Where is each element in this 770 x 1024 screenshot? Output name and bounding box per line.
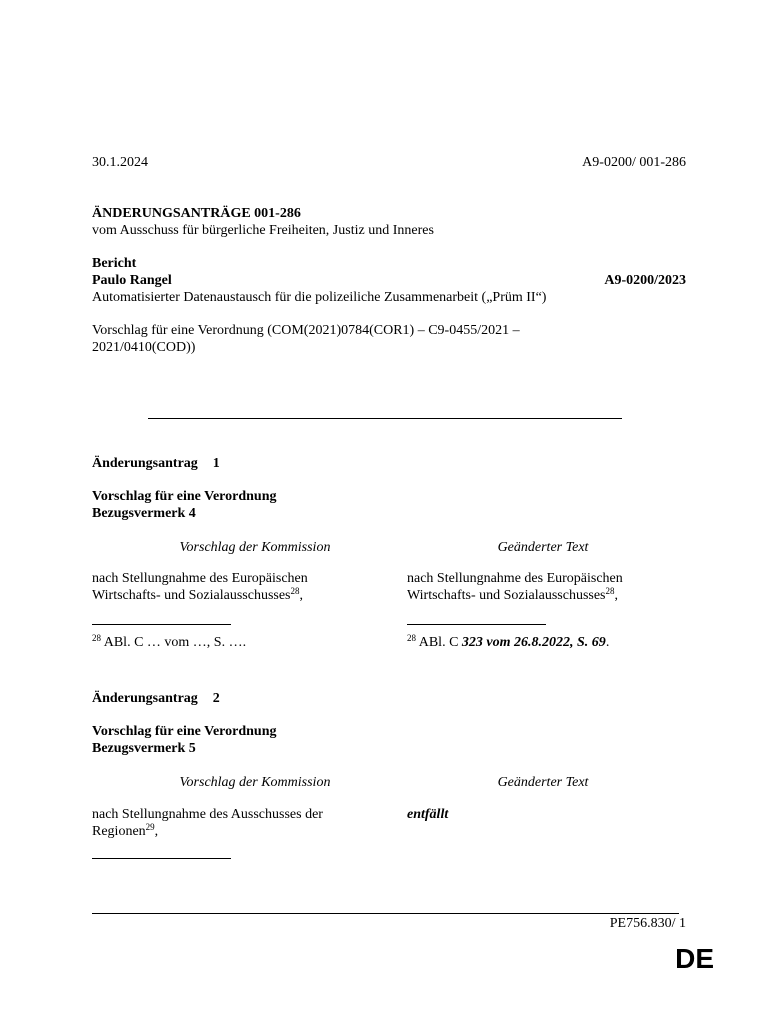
amendment-number: 2 [212,691,220,706]
section-divider [148,418,622,419]
amendment-2-title [92,690,220,707]
amendment-1-left-column-header: Vorschlag der Kommission [179,540,331,555]
footnote-separator-right [407,624,546,625]
amendment-1-left-text: nach Stellungnahme des Europäischen Wirtschafts- und Sozialausschusses$^{28}$, [92,571,308,603]
amendment-label: Änderungsantrag [92,456,198,471]
committee-line: vom Ausschuss für bürgerliche Freiheiten, Justiz und Inneres [92,223,434,238]
footnote-reference: 29 [145,822,155,832]
amendment-1-left-footnote: $^{28}$ ABl. C … vom …, S. …. [92,633,247,650]
document-date: 30.1.2024 [92,155,148,170]
footnote-separator-left [92,624,231,625]
amendment-label: Änderungsantrag [92,691,198,706]
report-number: A9-0200/2023 [604,273,686,288]
amendment-2-right-text: entfällt [407,807,449,822]
amendment-1-proposal: Vorschlag für eine Verordnung [92,489,277,504]
rapporteur-name: Paulo Rangel [92,273,172,288]
document-number: A9-0200/ 001-286 [582,155,686,170]
footnote-reference: 28 [290,586,300,596]
amendment-number: 1 [212,456,220,471]
amendment-2-proposal: Vorschlag für eine Verordnung [92,724,277,739]
proposal-reference-line-1: Vorschlag für eine Verordnung (COM(2021)0784(COR1) – C9-0455/2021 – [92,323,520,338]
amendment-2-left-text: nach Stellungnahme des Ausschusses der Regionen$^{29}$, [92,807,323,839]
footnote-reference: 28 [605,586,615,596]
report-subject: Automatisierter Datenaustausch für die polizeiliche Zusammenarbeit („Prüm II“) [92,290,547,305]
amendment-1-title [92,455,220,472]
amendment-2-left-column-header: Vorschlag der Kommission [179,775,331,790]
language-code: DE [675,943,714,974]
amendment-2-right-column-header: Geänderter Text [497,775,589,790]
amendment-1-right-footnote: $^{28}$ ABl. C 323 vom 26.8.2022, S. 69. [407,633,610,650]
footer-rule [92,913,679,914]
amendment-1-right-column-header: Geänderter Text [497,540,589,555]
amendment-1-citation: Bezugsvermerk 4 [92,506,196,521]
amendment-2-citation: Bezugsvermerk 5 [92,741,196,756]
amendment-1-right-text: nach Stellungnahme des Europäischen Wirtschafts- und Sozialausschusses$^{28}$, [407,571,623,603]
proposal-reference-line-2: 2021/0410(COD)) [92,340,196,355]
footnote-separator-left [92,858,231,859]
report-label: Bericht [92,256,137,271]
amendments-heading: ÄNDERUNGSANTRÄGE 001-286 [92,206,301,221]
page-reference: PE756.830/ 1 [609,916,686,931]
